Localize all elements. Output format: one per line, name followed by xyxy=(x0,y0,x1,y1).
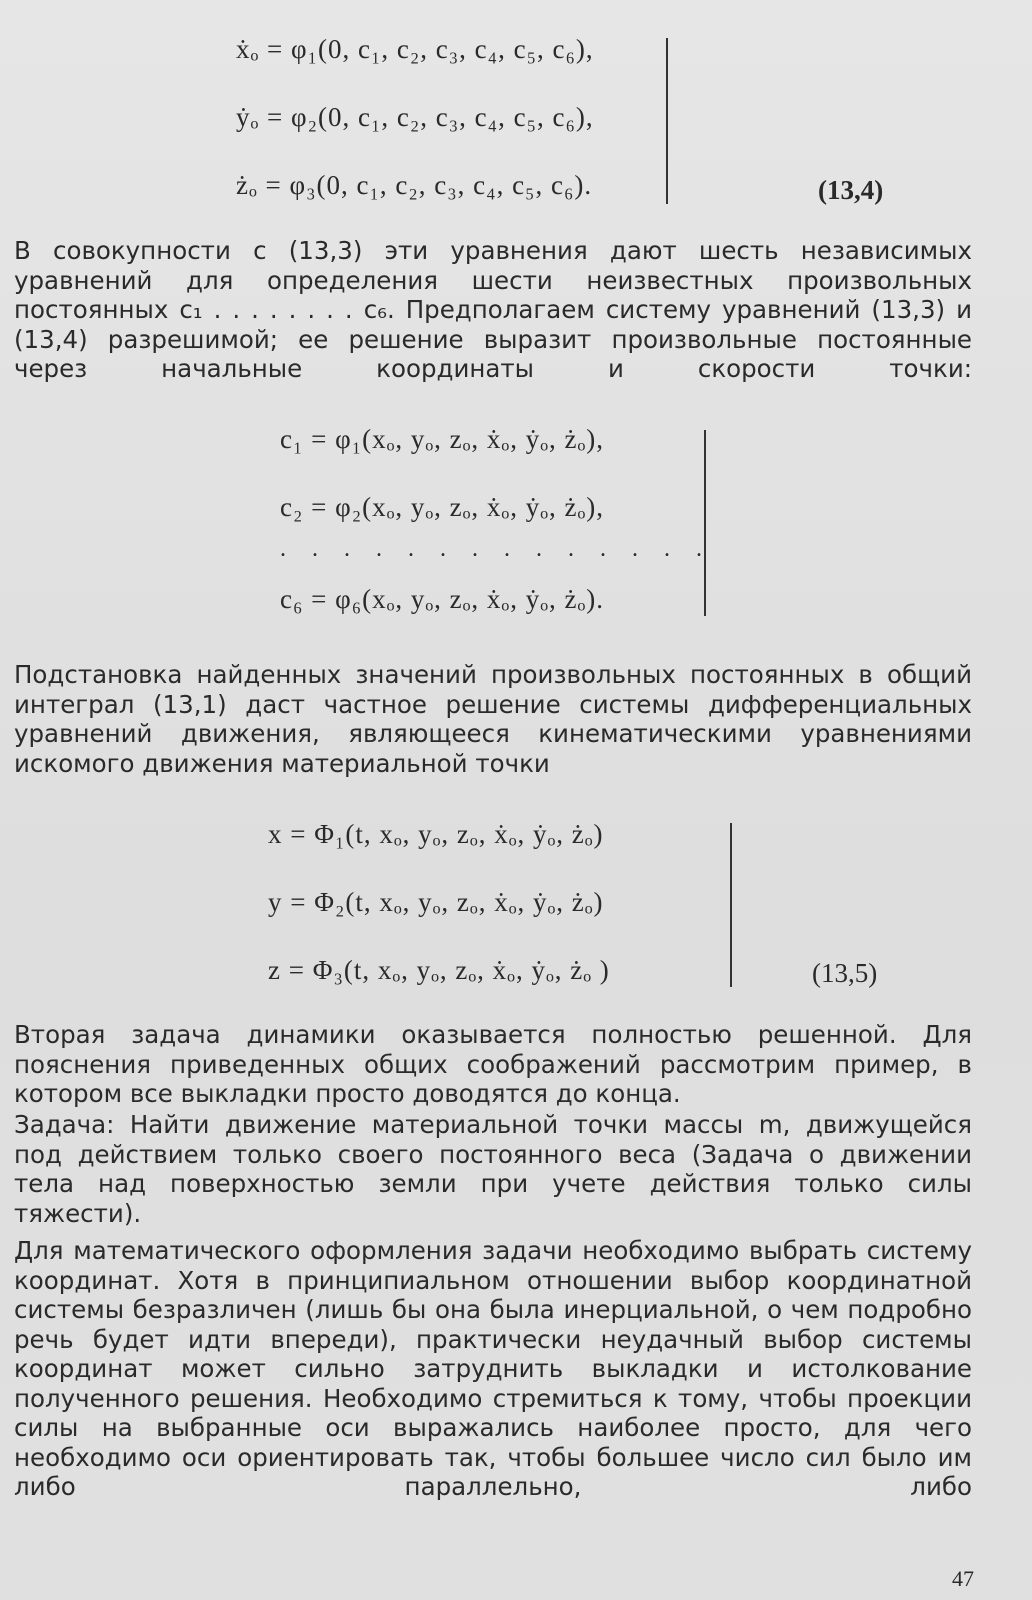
equation-number: (13,5) xyxy=(812,958,878,988)
paragraph: Задача: Найти движение материальной точки массы m, движущейся под действием только своего постоянного веса (Задача о движении тела над поверхностью земли при учете действия только силы тяжести). xyxy=(14,1110,972,1228)
equation-line: c₁ = φ₁(xₒ, yₒ, zₒ, ẋₒ, ẏₒ, żₒ), xyxy=(280,424,604,454)
system-bracket xyxy=(704,430,706,616)
equation-line: x = Φ₁(t, xₒ, yₒ, zₒ, ẋₒ, ẏₒ, żₒ) xyxy=(268,819,604,849)
page-number: 47 xyxy=(952,1566,974,1591)
equation-number: (13,4) xyxy=(818,175,884,205)
equation-line: c₂ = φ₂(xₒ, yₒ, zₒ, ẋₒ, ẏₒ, żₒ), xyxy=(280,492,604,522)
paragraph: В совокупности с (13,3) эти уравнения дают шесть независимых уравнений для определения шести неизвестных произвольных постоянных c₁ . . . . . . . . c₆. Предполагаем систему уравнений (13,3) и (13,4) разрешимой; ее решение выразит произвольные постоянные через начальные координаты и скорости точки: xyxy=(14,236,972,383)
paragraph: Для математического оформления задачи необходимо выбрать систему координат. Хотя в принципиальном отношении выбор координатной системы безразличен (лишь бы она была инерциальной, о чем подробно речь будет идти впереди), практически неудачный выбор системы координат может сильно затруднить выкладки и истолкование полученного решения. Необходимо стремиться к тому, чтобы проекции силы на выбранные оси выражались наиболее просто, для чего необходимо оси ориентировать так, чтобы большее число сил было им либо параллельно, либо xyxy=(14,1236,972,1501)
equation-line: ẋₒ = φ₁(0, c₁, c₂, c₃, c₄, c₅, c₆), xyxy=(236,34,594,64)
equation-line: z = Φ₃(t, xₒ, yₒ, zₒ, ẋₒ, ẏₒ, żₒ ) xyxy=(268,955,610,985)
equation-line: żₒ = φ₃(0, c₁, c₂, c₃, c₄, c₅, c₆). xyxy=(236,170,593,200)
system-bracket xyxy=(730,823,732,987)
equation-line: ẏₒ = φ₂(0, c₁, c₂, c₃, c₄, c₅, c₆), xyxy=(236,102,594,132)
equation-group-13-5 xyxy=(268,815,748,995)
system-bracket xyxy=(666,38,668,204)
ellipsis-row: . . . . . . . . . . . . . . xyxy=(280,536,712,562)
equation-line: y = Φ₂(t, xₒ, yₒ, zₒ, ẋₒ, ẏₒ, żₒ) xyxy=(268,887,604,917)
paragraph: Вторая задача динамики оказывается полностью решенной. Для пояснения приведенных общих соображений рассмотрим пример, в котором все выкладки просто доводятся до конца. xyxy=(14,1020,972,1108)
equation-group-constants xyxy=(280,420,730,620)
paragraph: Подстановка найденных значений произвольных постоянных в общий интеграл (13,1) даст частное решение системы дифференциальных уравнений движения, являющееся кинематическими уравнениями искомого движения материальной точки xyxy=(14,660,972,778)
equation-line: c₆ = φ₆(xₒ, yₒ, zₒ, ẋₒ, ẏₒ, żₒ). xyxy=(280,584,604,614)
